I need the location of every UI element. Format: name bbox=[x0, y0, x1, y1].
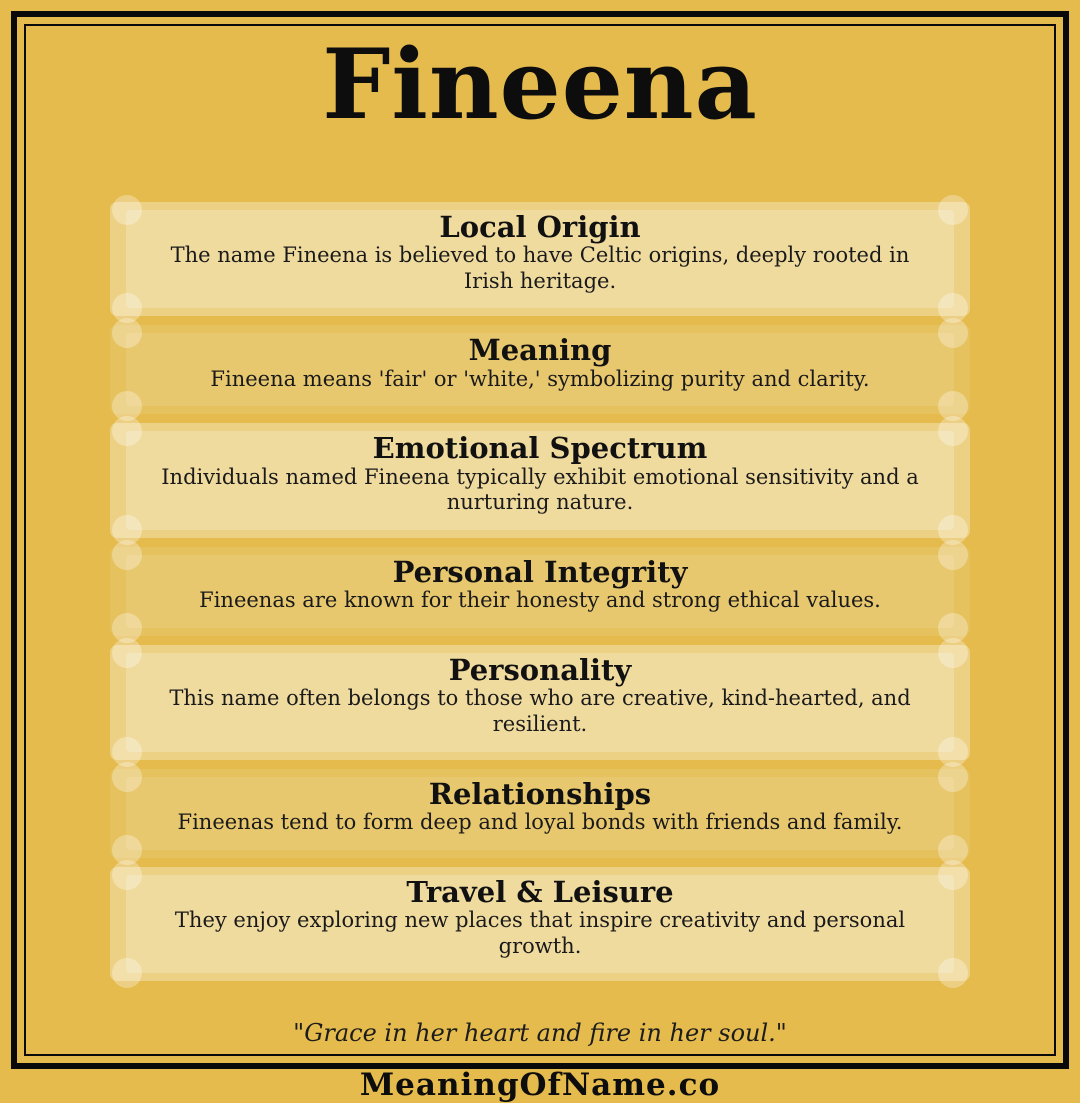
section-card-relationships bbox=[110, 769, 970, 858]
section-heading: Personality bbox=[448, 653, 632, 687]
section-heading: Meaning bbox=[468, 333, 612, 368]
page-title: Fineena bbox=[322, 28, 758, 141]
section-heading: Local Origin bbox=[439, 209, 641, 244]
rivet-icon bbox=[938, 958, 968, 988]
rivet-icon bbox=[938, 318, 968, 348]
section-card-local-origin bbox=[110, 202, 970, 317]
rivet-icon bbox=[938, 762, 968, 792]
section-body: Fineenas are known for their honesty and strong ethical values. bbox=[199, 588, 881, 613]
rivet-icon bbox=[112, 638, 142, 668]
section-card-emotional-spectrum bbox=[110, 423, 970, 538]
section-body: Individuals named Fineena typically exhibit emotional sensitivity and a nurturing nature. bbox=[161, 464, 919, 515]
rivet-icon bbox=[938, 638, 968, 668]
rivet-icon bbox=[112, 860, 142, 890]
section-heading: Travel & Leisure bbox=[406, 874, 674, 909]
section-card-personal-integrity bbox=[110, 547, 970, 636]
rivet-icon bbox=[938, 416, 968, 446]
section-body: Fineenas tend to form deep and loyal bonds with friends and family. bbox=[177, 810, 903, 835]
section-card-meaning bbox=[110, 325, 970, 414]
section-card-travel-leisure bbox=[110, 867, 970, 982]
section-body: This name often belongs to those who are creative, kind-hearted, and resilient. bbox=[169, 686, 911, 737]
rivet-icon bbox=[938, 195, 968, 225]
rivet-icon bbox=[112, 958, 142, 988]
section-heading: Relationships bbox=[428, 776, 652, 811]
section-card-personality bbox=[110, 645, 970, 760]
rivet-icon bbox=[112, 540, 142, 570]
section-heading: Emotional Spectrum bbox=[372, 431, 708, 466]
rivet-icon bbox=[112, 762, 142, 792]
rivet-icon bbox=[938, 540, 968, 570]
card-inner bbox=[126, 333, 954, 406]
quote-text: "Grace in her heart and fire in her soul." bbox=[293, 1019, 787, 1048]
section-heading: Personal Integrity bbox=[392, 554, 688, 589]
card-inner bbox=[126, 777, 954, 850]
rivet-icon bbox=[112, 195, 142, 225]
card-inner bbox=[126, 431, 954, 530]
card-inner bbox=[126, 555, 954, 628]
card-inner bbox=[126, 653, 954, 752]
section-body: Fineena means 'fair' or 'white,' symbolizing purity and clarity. bbox=[210, 366, 870, 391]
rivet-icon bbox=[938, 860, 968, 890]
section-card-list bbox=[110, 202, 970, 982]
brand-name: MeaningOfName.co bbox=[359, 1067, 721, 1103]
section-body: They enjoy exploring new places that inspire creativity and personal growth. bbox=[174, 908, 906, 958]
card-inner bbox=[126, 210, 954, 309]
card-inner bbox=[126, 875, 954, 974]
section-body: The name Fineena is believed to have Celtic origins, deeply rooted in Irish heritage. bbox=[170, 243, 910, 293]
